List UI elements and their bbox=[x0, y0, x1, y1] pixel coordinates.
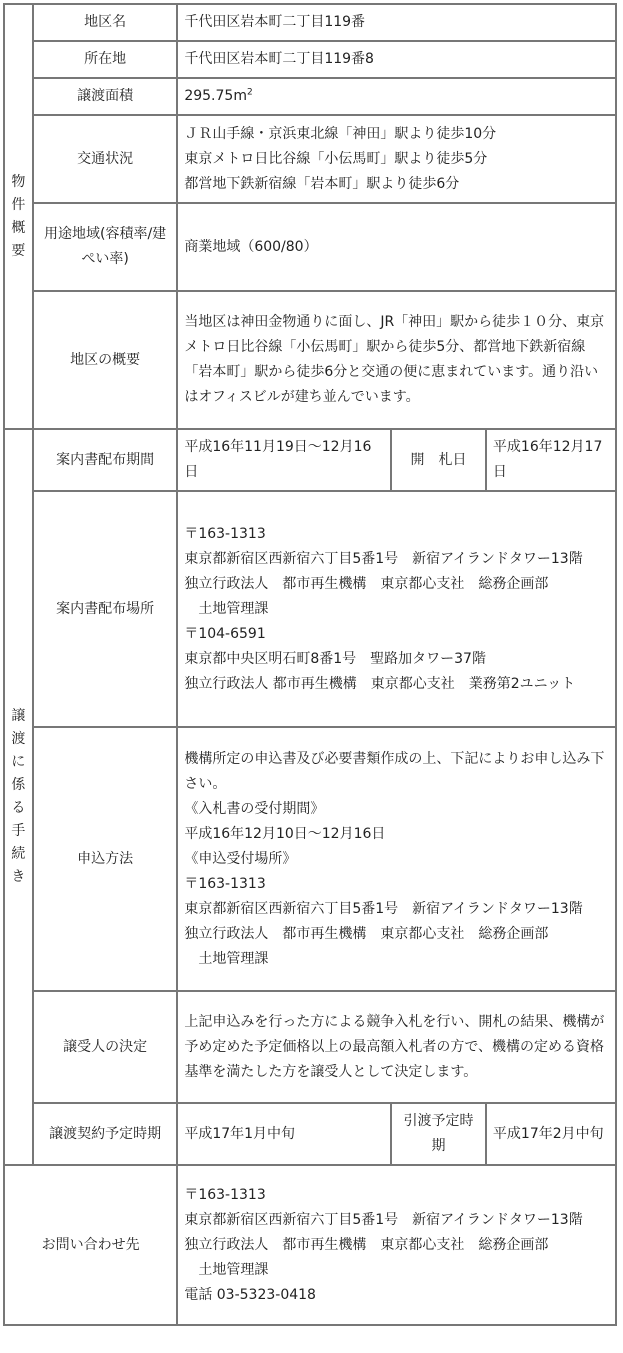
contact-line: 〒163-1313 bbox=[184, 1186, 266, 1203]
zoning-label: 用途地域(容積率/建ぺい率) bbox=[34, 204, 176, 290]
property-info-table bbox=[3, 3, 617, 1326]
contact-line: 土地管理課 bbox=[198, 1261, 269, 1278]
contract-value: 平成17年1月中旬 bbox=[178, 1104, 390, 1164]
section-property bbox=[5, 5, 32, 428]
apply-line: 〒163-1313 bbox=[184, 875, 266, 892]
apply-line: 東京都新宿区西新宿六丁目5番1号 新宿アイランドタワー13階 bbox=[184, 900, 583, 917]
row-contract bbox=[5, 1104, 615, 1164]
dist-place-line: 独立行政法人 都市再生機構 東京都心支社 総務企画部 bbox=[184, 575, 549, 592]
transport-line: 東京メトロ日比谷線「小伝馬町」駅より徒歩5分 bbox=[184, 150, 488, 167]
apply-line: 土地管理課 bbox=[198, 950, 269, 967]
row-apply bbox=[5, 728, 615, 990]
overview-value: 当地区は神田金物通りに面し、JR「神田」駅から徒歩１０分、東京メトロ日比谷線「小伝馬町」駅から徒歩5分、都営地下鉄新宿線「岩本町」駅から徒歩6分と交通の便に恵まれています。通り沿いはオフィスビルが建ち並んでいます。 bbox=[178, 292, 615, 428]
row-transport bbox=[5, 116, 615, 202]
apply-label: 申込方法 bbox=[34, 728, 176, 990]
contract-label: 譲渡契約予定時期 bbox=[34, 1104, 176, 1164]
contact-line: 独立行政法人 都市再生機構 東京都心支社 総務企画部 bbox=[184, 1236, 549, 1253]
opening-value: 平成16年12月17日 bbox=[487, 430, 615, 490]
contact-line: 電話 03-5323-0418 bbox=[184, 1286, 316, 1303]
district-value: 千代田区岩本町二丁目119番 bbox=[178, 5, 615, 40]
dist-place-line: 〒104-6591 bbox=[184, 625, 266, 642]
dist-period-label: 案内書配布期間 bbox=[34, 430, 176, 490]
transport-label: 交通状況 bbox=[34, 116, 176, 202]
apply-line: 《申込受付場所》 bbox=[184, 850, 297, 867]
dist-place-line: 東京都中央区明石町8番1号 聖路加タワー37階 bbox=[184, 650, 486, 667]
row-overview bbox=[5, 292, 615, 428]
handover-label: 引渡予定時期 bbox=[392, 1104, 485, 1164]
area-unit-sup: 2 bbox=[246, 87, 253, 98]
row-area bbox=[5, 79, 615, 114]
dist-place-label: 案内書配布場所 bbox=[34, 492, 176, 726]
apply-value bbox=[178, 728, 615, 990]
dist-place-line: 〒163-1313 bbox=[184, 525, 266, 542]
contact-line: 東京都新宿区西新宿六丁目5番1号 新宿アイランドタワー13階 bbox=[184, 1211, 583, 1228]
area-number: 295.75m bbox=[184, 88, 247, 104]
row-decision bbox=[5, 992, 615, 1102]
row-dist-place bbox=[5, 492, 615, 726]
area-value bbox=[178, 79, 615, 114]
apply-line: 《入札書の受付期間》 bbox=[184, 800, 325, 817]
row-district bbox=[5, 5, 615, 40]
transport-line: ＪＲ山手線・京浜東北線「神田」駅より徒歩10分 bbox=[184, 125, 497, 142]
apply-line: 機構所定の申込書及び必要書類作成の上、下記によりお申し込み下さい。 bbox=[184, 750, 605, 792]
overview-label: 地区の概要 bbox=[34, 292, 176, 428]
transport-line: 都営地下鉄新宿線「岩本町」駅より徒歩6分 bbox=[184, 175, 460, 192]
contact-value bbox=[178, 1166, 615, 1324]
row-location bbox=[5, 42, 615, 77]
dist-place-line: 東京都新宿区西新宿六丁目5番1号 新宿アイランドタワー13階 bbox=[184, 550, 583, 567]
transport-value bbox=[178, 116, 615, 202]
location-label: 所在地 bbox=[34, 42, 176, 77]
apply-line: 平成16年12月10日～12月16日 bbox=[184, 825, 386, 842]
apply-line: 独立行政法人 都市再生機構 東京都心支社 総務企画部 bbox=[184, 925, 549, 942]
row-dist-period bbox=[5, 430, 615, 490]
decision-value: 上記申込みを行った方による競争入札を行い、開札の結果、機構が予め定めた予定価格以上の最高額入札者の方で、機構の定める資格基準を満たした方を譲受人として決定します。 bbox=[178, 992, 615, 1102]
dist-place-value bbox=[178, 492, 615, 726]
dist-period-value: 平成16年11月19日～12月16日 bbox=[178, 430, 390, 490]
section-procedure-label: 譲渡に係る手続き bbox=[11, 708, 26, 885]
area-label: 譲渡面積 bbox=[34, 79, 176, 114]
contact-label: お問い合わせ先 bbox=[5, 1166, 176, 1324]
section-property-label: 物件概要 bbox=[11, 173, 26, 259]
opening-label: 開 札日 bbox=[392, 430, 485, 490]
decision-label: 譲受人の決定 bbox=[34, 992, 176, 1102]
district-label: 地区名 bbox=[34, 5, 176, 40]
zoning-value: 商業地域（600/80） bbox=[178, 204, 615, 290]
row-contact bbox=[5, 1166, 615, 1324]
row-zoning bbox=[5, 204, 615, 290]
property-info-table-wrapper bbox=[3, 3, 617, 1326]
handover-value: 平成17年2月中旬 bbox=[487, 1104, 615, 1164]
dist-place-line: 土地管理課 bbox=[198, 600, 269, 617]
dist-place-line: 独立行政法人 都市再生機構 東京都心支社 業務第2ユニット bbox=[184, 675, 576, 692]
section-procedure bbox=[5, 430, 32, 1164]
location-value: 千代田区岩本町二丁目119番8 bbox=[178, 42, 615, 77]
